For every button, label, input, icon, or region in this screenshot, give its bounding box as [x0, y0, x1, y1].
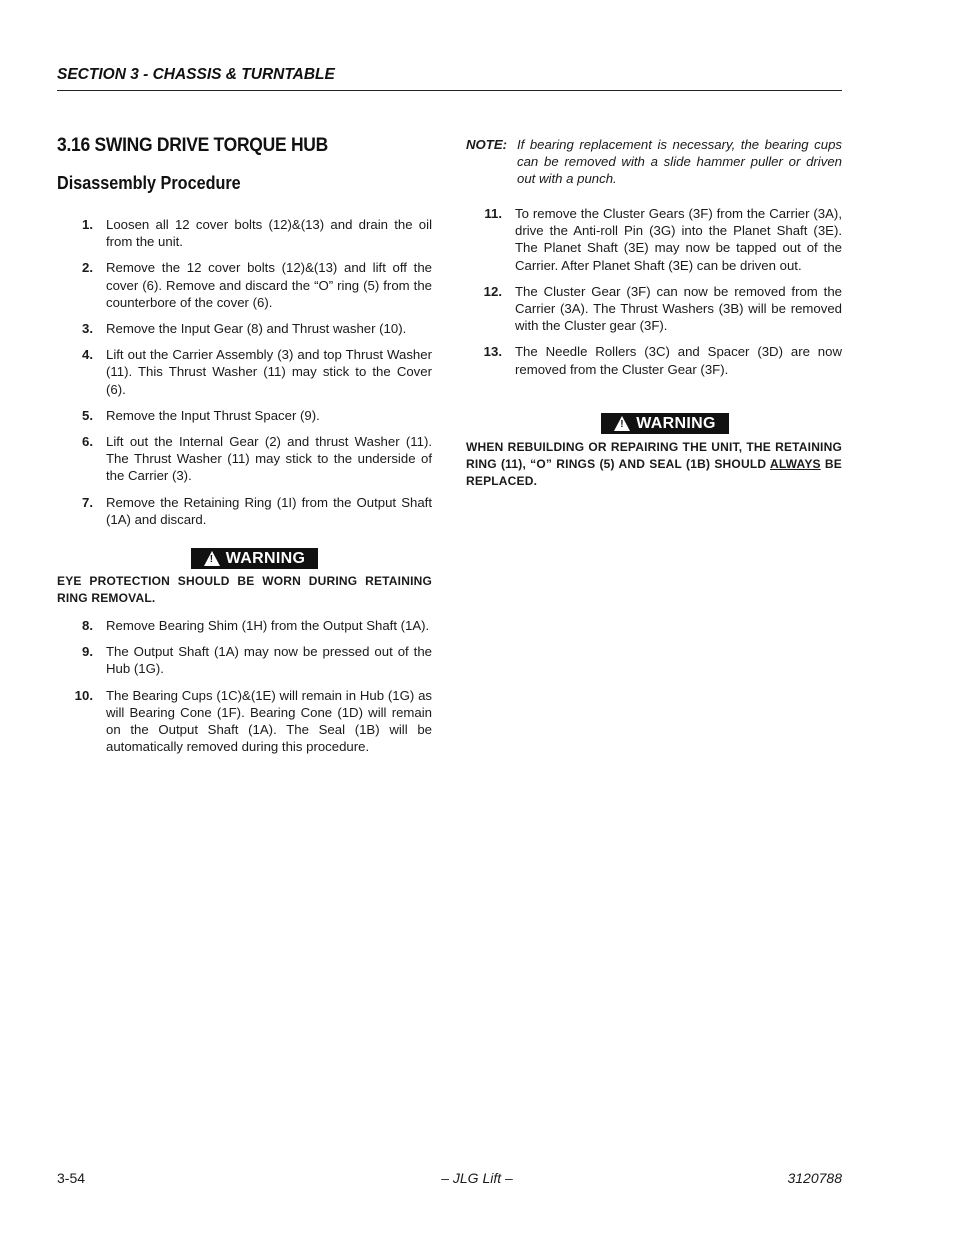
step-text: The Bearing Cups (1C)&(1E) will remain in Hub (1G) as will Bearing Cone (1F). Bearing Cone (1D) will remain on the Output Shaft (1A). The Seal (1B) will be automatically removed during this procedure.: [106, 687, 432, 755]
step-item: [57, 259, 432, 311]
note-block: [466, 136, 842, 188]
step-number: 8.: [82, 618, 93, 633]
step-item: [57, 494, 432, 528]
step-number: 3.: [82, 321, 93, 337]
warning-label: WARNING: [636, 414, 716, 432]
step-number: 9.: [82, 644, 93, 660]
step-number: 5.: [82, 407, 93, 423]
step-number: 10.: [74, 687, 93, 703]
step-text: The Cluster Gear (3F) can now be removed from the Carrier (3A). The Thrust Washers (3B) will be removed with the Cluster gear (3F).: [515, 283, 842, 334]
page-number: 3-54: [57, 1170, 86, 1186]
step-number: 1.: [82, 217, 93, 232]
step-text: To remove the Cluster Gears (3F) from the Carrier (3A), drive the Anti-roll Pin (3G) into the Planet Shaft (3E). The Planet Shaft (3E) may now be tapped out of the Carrier. After Planet Shaft (3E) can be driven out.: [515, 206, 842, 273]
step-item: [57, 617, 432, 634]
step-item: [466, 205, 842, 274]
note-label: NOTE:: [466, 137, 508, 152]
warning-triangle-icon: !: [614, 416, 630, 431]
step-text: The Output Shaft (1A) may now be pressed out of the Hub (1G).: [106, 644, 432, 677]
document-number: 3120788: [787, 1170, 842, 1186]
step-item: [57, 346, 432, 398]
step-item: [57, 433, 432, 485]
step-text: Remove Bearing Shim (1H) from the Output Shaft (1A).: [106, 618, 430, 633]
step-text: Remove the Input Thrust Spacer (9).: [106, 407, 320, 423]
step-text: The Needle Rollers (3C) and Spacer (3D) are now removed from the Cluster Gear (3F).: [515, 344, 842, 377]
step-text: Lift out the Internal Gear (2) and thrust Washer (11). The Thrust Washer (11) may stick to the underside of the Carrier (3).: [106, 434, 432, 484]
step-item: [57, 407, 432, 424]
steps-list-b: [57, 617, 432, 764]
steps-list-c: [466, 205, 842, 387]
step-number: 4.: [82, 347, 93, 363]
warning-text-part: WHEN REBUILDING OR REPAIRING THE UNIT, THE RETAINING RING (11), “O” RINGS (5) AND SEAL (1B) SHOULD: [466, 440, 842, 472]
warning-text-part: BE REPLACED.: [466, 457, 842, 489]
step-item: [466, 343, 842, 377]
step-item: [466, 283, 842, 335]
warning-text: [466, 439, 842, 491]
step-number: 11.: [484, 206, 502, 221]
step-text: Remove the 12 cover bolts (12)&(13) and lift off the cover (6). Remove and discard the “O” ring (5) from the counterbore of the cover (6).: [106, 260, 432, 310]
footer-brand: – JLG Lift –: [441, 1170, 513, 1186]
step-text: Lift out the Carrier Assembly (3) and top Thrust Washer (11). This Thrust Washer (11) may stick to the Cover (6).: [106, 347, 432, 397]
step-number: 2.: [82, 260, 93, 276]
warning-triangle-icon: !: [204, 551, 220, 566]
step-number: 12.: [483, 283, 502, 299]
step-number: 7.: [82, 494, 93, 510]
warning-badge: [601, 413, 729, 434]
section-title: 3.16 SWING DRIVE TORQUE HUB: [57, 135, 328, 156]
step-item: [57, 320, 432, 337]
subsection-title: Disassembly Procedure: [57, 173, 241, 193]
step-text: Remove the Retaining Ring (1I) from the Output Shaft (1A) and discard.: [106, 494, 432, 527]
warning-emphasis: ALWAYS: [769, 457, 821, 472]
step-item: [57, 643, 432, 677]
step-text: Loosen all 12 cover bolts (12)&(13) and drain the oil from the unit.: [106, 217, 432, 250]
step-text: Remove the Input Gear (8) and Thrust washer (10).: [106, 321, 407, 337]
section-header: SECTION 3 - CHASSIS & TURNTABLE: [57, 66, 335, 83]
warning-text: EYE PROTECTION SHOULD BE WORN DURING RETAINING RING REMOVAL.: [57, 574, 432, 606]
step-number: 13.: [483, 344, 502, 360]
steps-list-a: [57, 216, 432, 537]
step-number: 6.: [82, 434, 93, 450]
header-rule: [57, 90, 842, 91]
warning-badge: [191, 548, 318, 569]
warning-label: WARNING: [225, 549, 306, 567]
note-text: If bearing replacement is necessary, the bearing cups can be removed with a slide hammer puller or driven out with a punch.: [517, 137, 842, 187]
step-item: [57, 687, 432, 756]
step-item: [57, 216, 432, 250]
